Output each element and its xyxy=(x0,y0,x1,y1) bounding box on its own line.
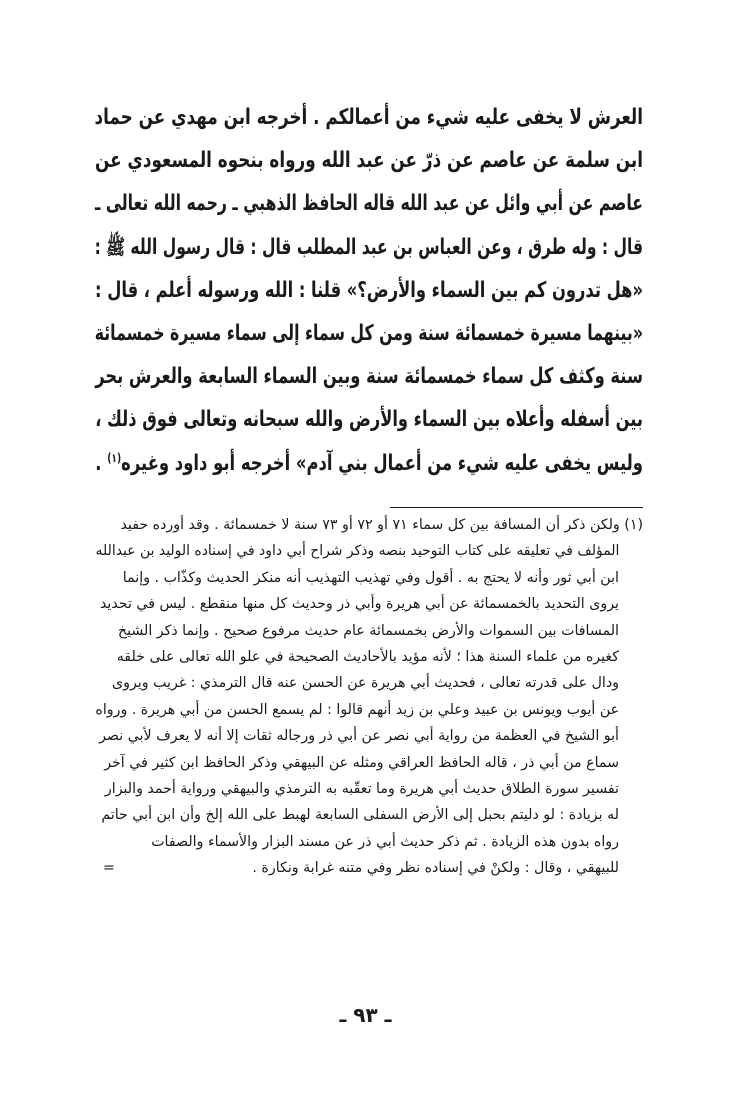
footnotes-block xyxy=(95,512,643,882)
main-text-line: بين أسفله وأعلاه بين السماء والأرض والله سبحانه وتعالى فوق ذلك ، xyxy=(95,407,644,433)
footnote-line: كغيره من علماء السنة هذا ؛ لأنه مؤيد بالأحاديث الصحيحة في علو الله تعالى على خلقه xyxy=(116,649,619,666)
page-number: ـ ٩٣ ـ xyxy=(339,1003,392,1027)
footnote-line-content: للبيهقي ، وقال : ولكنْ في إسناده نظر وفي متنه غرابة ونكارة . xyxy=(252,860,619,877)
main-text-line: عاصم عن أبي وائل عن عبد الله قاله الحافظ الذهبي ـ رحمه الله تعالى ـ xyxy=(95,191,643,217)
footnote-line: سماع من أبي ذر ، قاله الحافظ العراقي ومثله عن البيهقي وذكر الحافظ ابن كثير في آخر xyxy=(104,754,619,771)
main-text-line-end: . xyxy=(95,450,108,476)
main-text-line: «بينهما مسيرة خمسمائة سنة ومن كل سماء إلى سماء مسيرة خمسمائة xyxy=(94,321,644,347)
main-text-block xyxy=(95,96,643,485)
continuation-mark: = xyxy=(103,860,115,877)
footnote-line: ودال على قدرته تعالى ، فحديث أبي هريرة عن الحسن عنه قال الترمذي : غريب ويروى xyxy=(112,675,619,692)
footnote-line: له بزيادة : لو دليتم بحبل إلى الأرض السفلى السابعة لهبط على الله إلخ وأن ابن أبي حاتم xyxy=(101,807,619,824)
footnote-line: عن أيوب ويونس بن عبيد وعلي بن زيد أنهم قالوا : لم يسمع الحسن من أبي هريرة . ورواه xyxy=(95,701,620,718)
footnote-line: المسافات بين السموات والأرض بخمسمائة عام حديث مرفوع صحيح . وإنما ذكر الشيخ xyxy=(117,622,619,639)
main-text-line-content: وليس يخفى عليه شيء من أعمال بني آدم» أخرجه أبو داود وغيره xyxy=(121,450,643,476)
footnote-line: رواه بدون هذه الزيادة . ثم ذكر حديث أبي ذر عن مسند البزار والأسماء والصفات xyxy=(151,833,619,850)
footnote-line: يروى التحديد بالخمسمائة عن أبي هريرة وأبي ذر وحديث كل منها منقطع . ليس في تحديد xyxy=(99,596,619,613)
main-text-line: قال : وله طرق ، وعن العباس بن عبد المطلب قال : قال رسول الله ﷺ : xyxy=(94,234,643,260)
footnote-line: ابن أبي ثور وأنه لا يحتج به . أقول وفي تهذيب التهذيب أنه منكر الحديث وكذّاب . وإنما xyxy=(122,569,619,586)
main-text-line: ابن سلمة عن عاصم عن ذرّ عن عبد الله ورواه بنحوه المسعودي عن xyxy=(94,148,643,174)
footnote-line: (١) ولكن ذكر أن المسافة بين كل سماء ٧١ أو ٧٢ أو ٧٣ سنة لا خمسمائة . وقد أورده حفيد xyxy=(120,517,643,533)
footnote-reference[interactable]: (١) xyxy=(107,450,122,465)
footnote-line-last xyxy=(95,855,643,881)
main-text-line: العرش لا يخفى عليه شيء من أعمالكم . أخرجه ابن مهدي عن حماد xyxy=(94,105,644,130)
footnote-line: المؤلف في تعليقه على كتاب التوحيد بنصه وذكر شراح أبي داود في إسناده الوليد بن عبدالله xyxy=(95,543,620,560)
footnote-separator-rule xyxy=(390,507,643,508)
main-text-line: سنة وكثف كل سماء خمسمائة سنة وبين السماء السابعة والعرش بحر xyxy=(95,364,643,390)
footnote-line: أبو الشيخ في العظمة من رواية أبي نصر عن أبي ذر ورجاله ثقات إلا أنه لا يعرف لأبي نصر xyxy=(99,728,619,745)
main-text-line-last xyxy=(95,442,643,485)
main-text-line: «هل تدرون كم بين السماء والأرض؟» قلنا : الله ورسوله أعلم ، قال : xyxy=(95,277,643,303)
footnote-line: تفسير سورة الطلاق حديث أبي هريرة وما تعقّبه به الترمذي والبيهقي ورواية أحمد والبزار xyxy=(104,781,619,798)
